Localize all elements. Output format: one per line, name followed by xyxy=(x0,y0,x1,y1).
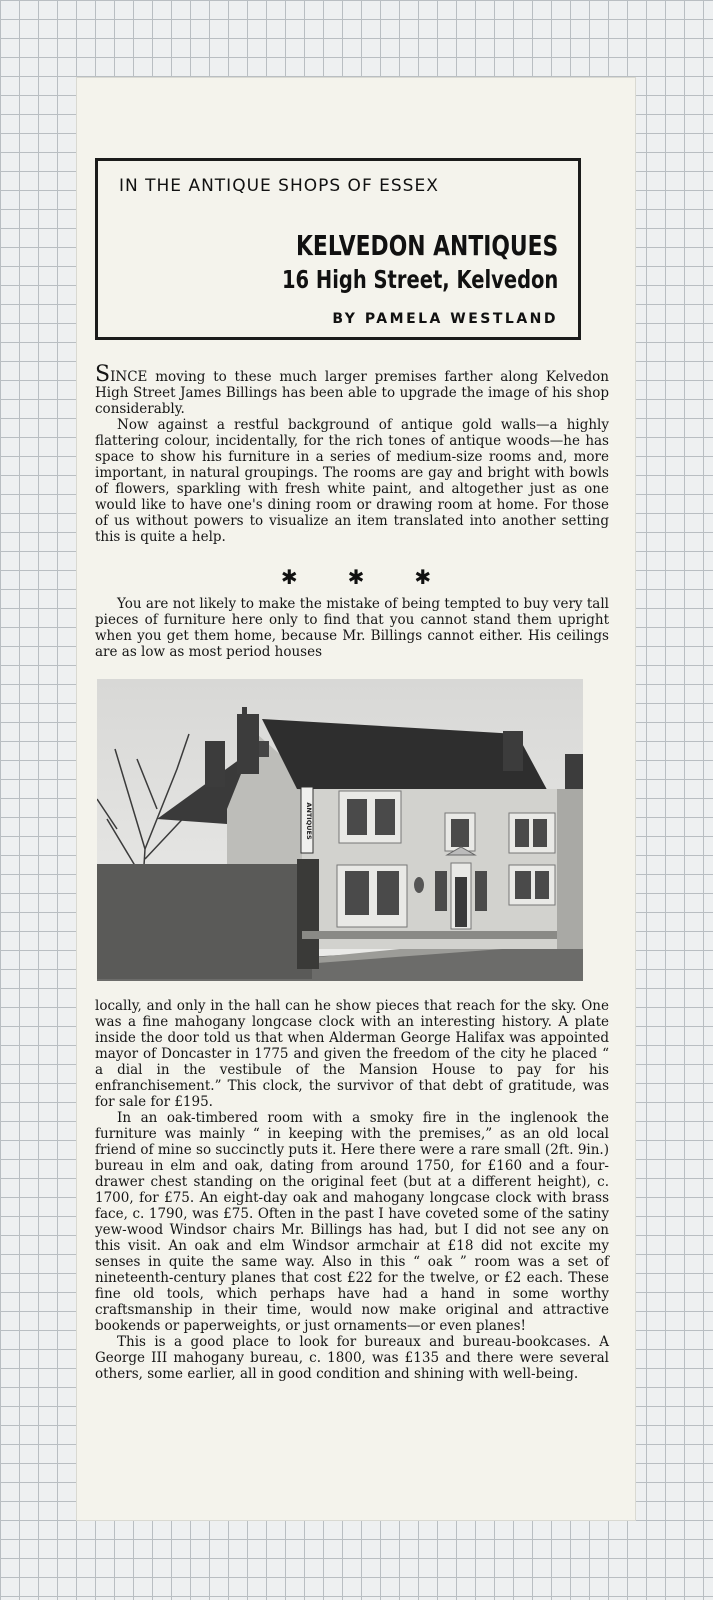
star-ornament: ✱ xyxy=(414,565,432,589)
window-pane xyxy=(475,871,487,911)
section-separator xyxy=(77,565,635,589)
front-door xyxy=(455,877,467,927)
window-pane xyxy=(515,871,531,899)
article-intro xyxy=(95,362,609,545)
chimney xyxy=(503,731,523,771)
series-title: IN THE ANTIQUE SHOPS OF ESSEX xyxy=(119,176,439,196)
wall-pier xyxy=(297,859,319,969)
window-pane xyxy=(451,819,469,847)
antiques-sign-text: ANTIQUES xyxy=(305,802,313,840)
chimney xyxy=(565,754,583,794)
paragraph-2: Now against a restful background of antique gold walls—a highly flattering colour, incidentally, for the rich tones of antique woods—he has space to show his furniture in a series of medium-size rooms and, more important, in natural groupings. The rooms are gay and bright with bowls of flowers, sparkling with fresh white paint, and altogether just as one would like to have one's dining room or drawing room at home. For those of us without powers to visualize an item translated into another setting this is quite a help. xyxy=(95,417,609,545)
drop-cap: S xyxy=(95,362,111,387)
author-byline: BY PAMELA WESTLAND xyxy=(332,311,558,327)
window-pane xyxy=(515,819,529,847)
brick-wall xyxy=(97,864,312,979)
photo-illustration xyxy=(97,679,583,981)
chimney xyxy=(205,741,225,787)
neighbour-building xyxy=(557,789,583,949)
newspaper-clipping xyxy=(77,78,635,1520)
article-header-box xyxy=(95,158,581,340)
chimney xyxy=(237,714,259,774)
window-pane xyxy=(435,871,447,911)
paragraph-1 xyxy=(95,362,609,417)
star-ornament: ✱ xyxy=(347,565,365,589)
shop-photograph xyxy=(97,679,583,981)
paragraph-4: locally, and only in the hall can he show pieces that reach for the sky. One was a fine mahogany longcase clock with an interesting history. A plate inside the door told us that when Alderman George Halifax was appointed mayor of Doncaster in 1775 and given the freedom of the city he placed “ a dial in the vestibule of the Mansion House to pay for his enfranchisement.” This clock, the survivor of that debt of gratitude, was for sale for £195. xyxy=(95,998,609,1110)
paragraph-6: This is a good place to look for bureaux and bureau-bookcases. A George III mahogany bureau, c. 1800, was £135 and there were several others, some earlier, all in good condition and shining with well-being. xyxy=(95,1334,609,1382)
oval-window xyxy=(414,877,424,893)
window-pane xyxy=(345,871,369,915)
window-pane xyxy=(377,871,399,915)
facade-plinth xyxy=(302,931,557,939)
star-ornament: ✱ xyxy=(280,565,298,589)
chimney-pot xyxy=(242,707,247,717)
paragraph-5: In an oak-timbered room with a smoky fire in the inglenook the furniture was mainly “ in keeping with the premises,” as an old local friend of mine so succinctly puts it. Here there were a rare small (2ft. 9in.) bureau in elm and oak, dating from around 1750, for £160 and a four-drawer chest standing on the original feet (but at a different height), c. 1700, for £75. An eight-day oak and mahogany longcase clock with brass face, c. 1790, was £75. Often in the past I have coveted some of the satiny yew-wood Windsor chairs Mr. Billings has had, but I did not see any on this visit. An oak and elm Windsor armchair at £18 did not excite my senses in quite the same way. Also in this “ oak ” room was a set of nineteenth-century planes that cost £22 for the twelve, or £2 each. These fine old tools, which perhaps have had a hand in some worthy craftsmanship in their time, would now make original and attractive bookends or paperweights, or just ornaments—or even planes! xyxy=(95,1110,609,1334)
paragraph-3: You are not likely to make the mistake of being tempted to buy very tall pieces of furniture here only to find that you cannot stand them upright when you get them home, because Mr. Billings cannot either. His ceilings are as low as most period houses xyxy=(95,596,609,660)
article-continuation xyxy=(95,998,609,1382)
window-pane xyxy=(347,799,367,835)
window-pane xyxy=(535,871,549,899)
shop-name-heading: KELVEDON ANTIQUES xyxy=(295,229,558,262)
window-pane xyxy=(533,819,547,847)
shop-address-heading: 16 High Street, Kelvedon xyxy=(281,265,558,294)
article-middle xyxy=(95,596,609,660)
paragraph-1-text: INCE moving to these much larger premises farther along Kelvedon High Street James Billings has been able to upgrade the image of his shop considerably. xyxy=(95,369,609,417)
window-pane xyxy=(375,799,395,835)
gable-window xyxy=(259,741,269,757)
